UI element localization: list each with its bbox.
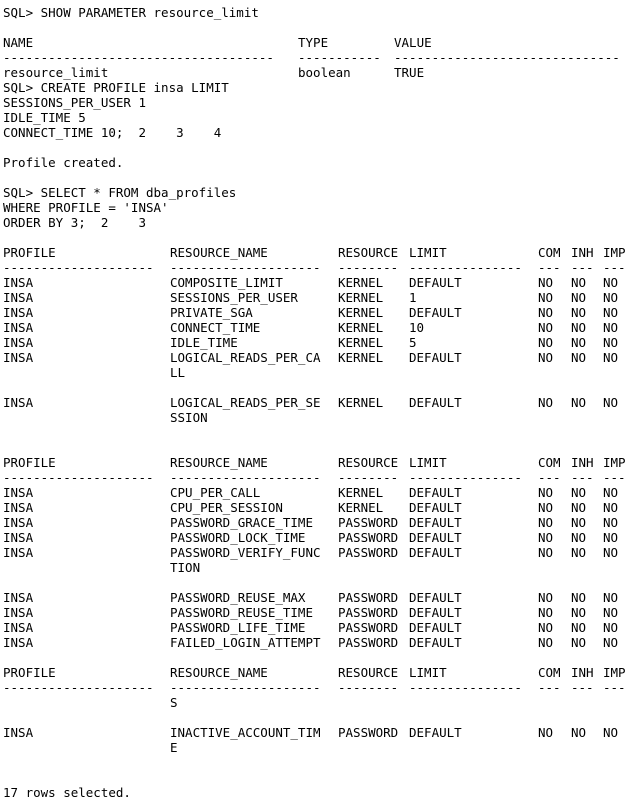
- row-cell-inh: NO: [571, 605, 587, 620]
- row-cell-profile: INSA: [3, 320, 34, 335]
- row-cell-profile: INSA: [3, 485, 34, 500]
- row-cell-limit: 1: [409, 290, 417, 305]
- row-cell-com: NO: [538, 395, 554, 410]
- rows-selected-footer: 17 rows selected.: [3, 785, 131, 800]
- row-cell-resource-name: CPU_PER_SESSION: [170, 500, 283, 515]
- row-cell-limit: LIMIT: [409, 455, 447, 470]
- command-line: IDLE_TIME 5: [3, 110, 86, 125]
- row-cell-imp: NO: [603, 635, 619, 650]
- row-cell-com: NO: [538, 725, 554, 740]
- row-cell-resource: PASSWORD: [338, 530, 399, 545]
- result-dashes: ---: [571, 260, 594, 275]
- row-cell-com: NO: [538, 605, 554, 620]
- row-cell-com: NO: [538, 320, 554, 335]
- command-line: ORDER BY 3; 2 3: [3, 215, 146, 230]
- row-cell-resource: PASSWORD: [338, 515, 399, 530]
- row-cell-resource-name: PRIVATE_SGA: [170, 305, 253, 320]
- row-cell-com: NO: [538, 290, 554, 305]
- row-cell-profile: PROFILE: [3, 455, 56, 470]
- row-cell-profile: INSA: [3, 530, 34, 545]
- row-cell-resource-name: PASSWORD_REUSE_TIME: [170, 605, 313, 620]
- row-cell-resource: KERNEL: [338, 305, 384, 320]
- row-cell-profile: INSA: [3, 545, 34, 560]
- row-cell-imp: NO: [603, 590, 619, 605]
- command-line: WHERE PROFILE = 'INSA': [3, 200, 169, 215]
- row-cell-imp: NO: [603, 515, 619, 530]
- row-cell-profile: INSA: [3, 635, 34, 650]
- row-cell-com: NO: [538, 635, 554, 650]
- row-cell-resource: KERNEL: [338, 485, 384, 500]
- row-cell-limit: DEFAULT: [409, 620, 462, 635]
- result-header-resource: RESOURCE: [338, 245, 399, 260]
- row-cell-imp: IMP: [603, 665, 626, 680]
- row-cell-resource-name: PASSWORD_VERIFY_FUNC: [170, 545, 321, 560]
- row-cell-resource: KERNEL: [338, 335, 384, 350]
- row-cell-inh: NO: [571, 335, 587, 350]
- row-cell-limit: DEFAULT: [409, 515, 462, 530]
- result-dashes: ---: [603, 260, 626, 275]
- row-cell-imp: NO: [603, 605, 619, 620]
- row-cell-profile: INSA: [3, 290, 34, 305]
- row-cell-resource: KERNEL: [338, 290, 384, 305]
- row-cell-imp: NO: [603, 350, 619, 365]
- row-cell-limit: DEFAULT: [409, 590, 462, 605]
- row-cell-inh: NO: [571, 500, 587, 515]
- result-dashes: ---------------: [409, 260, 522, 275]
- row-cell-resource-name: RESOURCE_NAME: [170, 455, 268, 470]
- row-cell-limit: DEFAULT: [409, 530, 462, 545]
- row-cell-imp: ---: [603, 680, 626, 695]
- row-cell-limit: DEFAULT: [409, 275, 462, 290]
- row-cell-profile: INSA: [3, 350, 34, 365]
- row-cell-inh: NO: [571, 395, 587, 410]
- status-message: Profile created.: [3, 155, 124, 170]
- row-cell-limit: DEFAULT: [409, 350, 462, 365]
- row-cell-resource: RESOURCE: [338, 455, 399, 470]
- row-cell-com: NO: [538, 590, 554, 605]
- row-cell-limit: 5: [409, 335, 417, 350]
- row-cell-profile: INSA: [3, 335, 34, 350]
- row-cell-com: NO: [538, 545, 554, 560]
- row-cell-imp: NO: [603, 725, 619, 740]
- row-cell-imp: NO: [603, 485, 619, 500]
- row-cell-inh: NO: [571, 275, 587, 290]
- row-cell-imp: IMP: [603, 455, 626, 470]
- row-cell-inh: INH: [571, 665, 594, 680]
- row-cell-resource: KERNEL: [338, 395, 384, 410]
- row-cell-limit: DEFAULT: [409, 725, 462, 740]
- row-cell-imp: NO: [603, 335, 619, 350]
- row-cell-com: NO: [538, 515, 554, 530]
- row-cell-resource: PASSWORD: [338, 590, 399, 605]
- row-cell-resource-name: PASSWORD_REUSE_MAX: [170, 590, 306, 605]
- row-cell-com: NO: [538, 335, 554, 350]
- row-cell-limit: LIMIT: [409, 665, 447, 680]
- row-cell-imp: NO: [603, 530, 619, 545]
- row-cell-com: ---: [538, 680, 561, 695]
- row-cell-inh: NO: [571, 320, 587, 335]
- row-cell-imp: NO: [603, 275, 619, 290]
- row-cell-com: NO: [538, 275, 554, 290]
- row-cell-com: NO: [538, 305, 554, 320]
- param-header-type: TYPE: [298, 35, 329, 50]
- row-cell-com: NO: [538, 620, 554, 635]
- row-cell-inh: NO: [571, 620, 587, 635]
- row-cell-com: NO: [538, 500, 554, 515]
- row-cell-resource: --------: [338, 470, 399, 485]
- row-cell-imp: NO: [603, 620, 619, 635]
- result-dashes: --------------------: [170, 260, 321, 275]
- result-header-inh: INH: [571, 245, 594, 260]
- param-dashes-name: ------------------------------------: [3, 50, 274, 65]
- row-cell-inh: INH: [571, 455, 594, 470]
- row-cell-resource: --------: [338, 680, 399, 695]
- command-line: SESSIONS_PER_USER 1: [3, 95, 146, 110]
- row-cell-limit: DEFAULT: [409, 485, 462, 500]
- row-cell-inh: NO: [571, 515, 587, 530]
- command-line: SQL> SELECT * FROM dba_profiles: [3, 185, 237, 200]
- row-cell-resource-name: PASSWORD_LIFE_TIME: [170, 620, 306, 635]
- row-cell-resource-name: FAILED_LOGIN_ATTEMPT: [170, 635, 321, 650]
- row-cell-resource-name: TION: [170, 560, 201, 575]
- row-cell-imp: NO: [603, 500, 619, 515]
- row-cell-imp: NO: [603, 305, 619, 320]
- row-cell-inh: NO: [571, 530, 587, 545]
- row-cell-profile: INSA: [3, 515, 34, 530]
- row-cell-limit: 10: [409, 320, 425, 335]
- row-cell-resource: PASSWORD: [338, 605, 399, 620]
- row-cell-resource-name: E: [170, 740, 178, 755]
- row-cell-resource-name: LL: [170, 365, 186, 380]
- row-cell-profile: INSA: [3, 305, 34, 320]
- row-cell-limit: DEFAULT: [409, 500, 462, 515]
- row-cell-resource-name: IDLE_TIME: [170, 335, 238, 350]
- row-cell-resource-name: SESSIONS_PER_USER: [170, 290, 298, 305]
- param-dashes-value: ------------------------------: [394, 50, 620, 65]
- row-cell-imp: NO: [603, 395, 619, 410]
- row-cell-limit: DEFAULT: [409, 635, 462, 650]
- row-cell-resource-name: LOGICAL_READS_PER_SE: [170, 395, 321, 410]
- row-cell-profile: INSA: [3, 605, 34, 620]
- row-cell-resource: PASSWORD: [338, 635, 399, 650]
- row-cell-resource: KERNEL: [338, 275, 384, 290]
- result-header-imp: IMP: [603, 245, 626, 260]
- command-line: CONNECT_TIME 10; 2 3 4: [3, 125, 222, 140]
- row-cell-limit: DEFAULT: [409, 395, 462, 410]
- row-cell-profile: PROFILE: [3, 665, 56, 680]
- param-header-name: NAME: [3, 35, 34, 50]
- row-cell-limit: ---------------: [409, 470, 522, 485]
- row-cell-limit: DEFAULT: [409, 605, 462, 620]
- row-cell-profile: INSA: [3, 590, 34, 605]
- row-cell-inh: NO: [571, 635, 587, 650]
- row-cell-imp: ---: [603, 470, 626, 485]
- row-cell-resource-name: --------------------: [170, 470, 321, 485]
- row-cell-profile: INSA: [3, 620, 34, 635]
- param-header-value: VALUE: [394, 35, 432, 50]
- row-cell-inh: NO: [571, 545, 587, 560]
- param-row-value: TRUE: [394, 65, 425, 80]
- row-cell-resource-name: CONNECT_TIME: [170, 320, 261, 335]
- row-cell-resource: KERNEL: [338, 500, 384, 515]
- row-cell-com: NO: [538, 530, 554, 545]
- result-header-profile: PROFILE: [3, 245, 56, 260]
- command-line: SQL> SHOW PARAMETER resource_limit: [3, 5, 259, 20]
- row-cell-inh: NO: [571, 590, 587, 605]
- row-cell-inh: NO: [571, 725, 587, 740]
- row-cell-imp: NO: [603, 320, 619, 335]
- row-cell-imp: NO: [603, 290, 619, 305]
- row-cell-profile: --------------------: [3, 470, 154, 485]
- row-cell-resource-name: --------------------: [170, 680, 321, 695]
- result-header-limit: LIMIT: [409, 245, 447, 260]
- row-cell-resource-name: LOGICAL_READS_PER_CA: [170, 350, 321, 365]
- row-cell-resource-name: SSION: [170, 410, 208, 425]
- row-cell-resource-name: INACTIVE_ACCOUNT_TIM: [170, 725, 321, 740]
- row-cell-resource-name: COMPOSITE_LIMIT: [170, 275, 283, 290]
- row-cell-resource: PASSWORD: [338, 545, 399, 560]
- row-cell-resource: PASSWORD: [338, 620, 399, 635]
- row-cell-resource: PASSWORD: [338, 725, 399, 740]
- row-cell-resource-name: PASSWORD_LOCK_TIME: [170, 530, 306, 545]
- row-cell-imp: NO: [603, 545, 619, 560]
- row-cell-com: NO: [538, 485, 554, 500]
- param-dashes-type: -----------: [298, 50, 381, 65]
- row-cell-profile: INSA: [3, 275, 34, 290]
- param-row-name: resource_limit: [3, 65, 109, 80]
- row-cell-limit: DEFAULT: [409, 545, 462, 560]
- row-cell-inh: NO: [571, 290, 587, 305]
- row-cell-inh: ---: [571, 470, 594, 485]
- row-cell-com: COM: [538, 455, 561, 470]
- row-cell-resource: KERNEL: [338, 350, 384, 365]
- row-cell-inh: ---: [571, 680, 594, 695]
- row-cell-resource-name: S: [170, 695, 178, 710]
- row-cell-resource: RESOURCE: [338, 665, 399, 680]
- row-cell-com: ---: [538, 470, 561, 485]
- result-dashes: --------------------: [3, 260, 154, 275]
- row-cell-limit: DEFAULT: [409, 305, 462, 320]
- command-line: SQL> CREATE PROFILE insa LIMIT: [3, 80, 229, 95]
- row-cell-inh: NO: [571, 485, 587, 500]
- row-cell-com: NO: [538, 350, 554, 365]
- row-cell-profile: INSA: [3, 500, 34, 515]
- row-cell-inh: NO: [571, 305, 587, 320]
- row-cell-inh: NO: [571, 350, 587, 365]
- row-cell-resource-name: PASSWORD_GRACE_TIME: [170, 515, 313, 530]
- result-header-resource-name: RESOURCE_NAME: [170, 245, 268, 260]
- row-cell-profile: --------------------: [3, 680, 154, 695]
- row-cell-profile: INSA: [3, 395, 34, 410]
- row-cell-resource-name: RESOURCE_NAME: [170, 665, 268, 680]
- row-cell-resource-name: CPU_PER_CALL: [170, 485, 261, 500]
- param-row-type: boolean: [298, 65, 351, 80]
- row-cell-profile: INSA: [3, 725, 34, 740]
- result-dashes: ---: [538, 260, 561, 275]
- row-cell-resource: KERNEL: [338, 320, 384, 335]
- row-cell-limit: ---------------: [409, 680, 522, 695]
- result-dashes: --------: [338, 260, 399, 275]
- row-cell-com: COM: [538, 665, 561, 680]
- result-header-com: COM: [538, 245, 561, 260]
